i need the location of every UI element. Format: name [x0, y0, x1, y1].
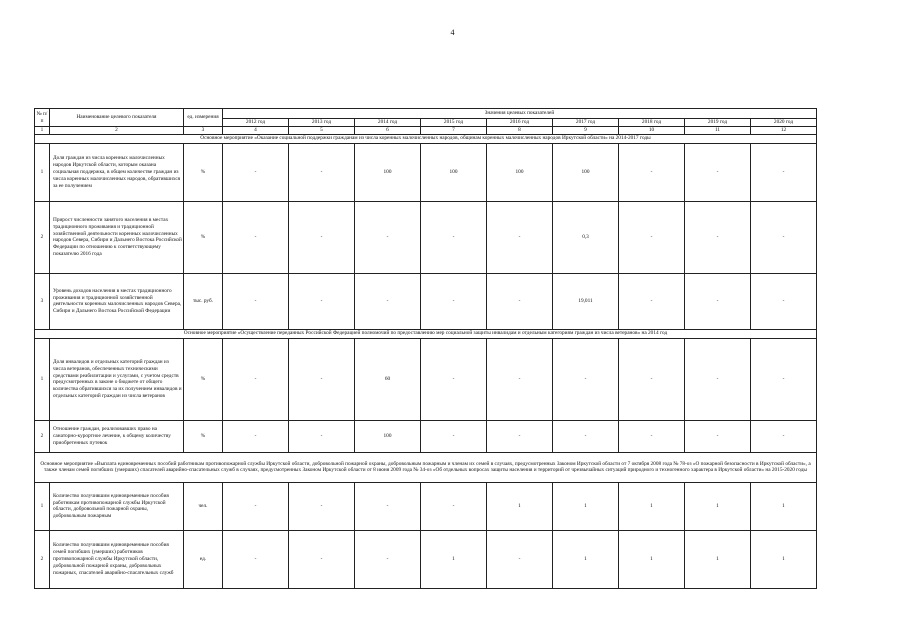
value-cell: 1 [751, 482, 817, 530]
table-row [35, 482, 817, 530]
section-title: Основное мероприятие «Выплата единовременных пособий работникам противопожарной службы Иркутской области, добровольной пожарной охраны, добровольным пожарным и членам их семей в случаях, предусмотренных Законом Иркутской области от 7 октября 2008 года № 78-оз «О пожарной безопасности в Иркутской области», а также членам семей погибших (умерших) спасателей аварийно-спасательных служб в случаях, предусмотренных Законом Иркутской области от 8 июня 2009 года № 34-оз «Об отдельных вопросах защиты населения и территорий от чрезвычайных ситуаций природного и техногенного характера в Иркутской области» на 2015-2020 годы [35, 452, 817, 482]
value-cell: 100 [355, 143, 421, 201]
value-cell: - [355, 201, 421, 273]
value-cell: - [223, 530, 289, 588]
value-cell: - [421, 338, 487, 420]
value-cell: 0,3 [553, 201, 619, 273]
value-cell: - [289, 420, 355, 452]
column-number: 5 [289, 127, 355, 135]
value-cell: - [619, 143, 685, 201]
value-cell: - [553, 338, 619, 420]
value-cell: 1 [685, 530, 751, 588]
value-cell: - [487, 201, 553, 273]
value-cell: 1 [685, 482, 751, 530]
table-row [35, 530, 817, 588]
value-cell: 1 [619, 482, 685, 530]
value-cell: - [685, 201, 751, 273]
unit: % [184, 338, 223, 420]
value-cell: - [685, 420, 751, 452]
header-year: 2015 год [421, 119, 487, 127]
value-cell: - [619, 420, 685, 452]
value-cell: - [223, 420, 289, 452]
row-number: 1 [35, 143, 50, 201]
value-cell: - [751, 338, 817, 420]
table-row [35, 338, 817, 420]
value-cell: - [421, 482, 487, 530]
header-no: № п/п [35, 109, 50, 127]
column-number: 9 [553, 127, 619, 135]
value-cell: 1 [553, 482, 619, 530]
value-cell: - [289, 201, 355, 273]
header-year: 2013 год [289, 119, 355, 127]
value-cell: - [487, 420, 553, 452]
value-cell: - [619, 273, 685, 329]
value-cell: - [487, 530, 553, 588]
value-cell: - [355, 273, 421, 329]
header-year: 2012 год [223, 119, 289, 127]
indicator-name: Уровень доходов населения в местах традиционного проживания и традиционной хозяйственной деятельности коренных малочисленных народов Севера, Сибири и Дальнего Востока Российской Федерации [50, 273, 184, 329]
row-number: 2 [35, 420, 50, 452]
indicator-name: Отношение граждан, реализовавших право на санаторно-курортное лечение, к общему количеству приобретенных путевок [50, 420, 184, 452]
value-cell: - [421, 273, 487, 329]
value-cell: 19,011 [553, 273, 619, 329]
column-number: 2 [50, 127, 184, 135]
unit: % [184, 201, 223, 273]
value-cell: 100 [487, 143, 553, 201]
indicators-table [34, 108, 817, 589]
value-cell: - [289, 338, 355, 420]
unit: ед. [184, 530, 223, 588]
value-cell: - [685, 143, 751, 201]
unit: чел. [184, 482, 223, 530]
table-row [35, 420, 817, 452]
row-number: 2 [35, 201, 50, 273]
header-values: Значения целевых показателей [223, 109, 817, 119]
value-cell: 100 [355, 420, 421, 452]
indicator-name: Количество получившим единовременные пособия работникам противопожарной службы Иркутской области, добровольной пожарной охраны, добровольным пожарным [50, 482, 184, 530]
value-cell: 100 [553, 143, 619, 201]
header-year: 2018 год [619, 119, 685, 127]
page-number: 4 [450, 28, 455, 37]
row-number: 2 [35, 530, 50, 588]
value-cell: - [289, 273, 355, 329]
value-cell: - [751, 420, 817, 452]
header-year: 2016 год [487, 119, 553, 127]
value-cell: 1 [553, 530, 619, 588]
row-number: 1 [35, 338, 50, 420]
value-cell: - [289, 530, 355, 588]
column-number: 7 [421, 127, 487, 135]
unit: % [184, 143, 223, 201]
row-number: 3 [35, 273, 50, 329]
section-title: Основное мероприятие «Оказание социальной поддержки гражданам из числа коренных малочисленных народов, общинам коренных малочисленных народов Иркутской области» на 2014-2017 годы [35, 134, 817, 143]
indicator-name: Доля инвалидов и отдельных категорий граждан из числа ветеранов, обеспеченных техническими средствами реабилитации и услугами, с учетом средств предусмотренных в законе о бюджете от общего количества обратившихся за их получением инвалидов и отдельных категорий граждан из числа ветеранов [50, 338, 184, 420]
column-number: 1 [35, 127, 50, 135]
header-name: Наименование целевого показателя [50, 109, 184, 127]
value-cell: - [619, 338, 685, 420]
value-cell: 1 [751, 530, 817, 588]
table-row [35, 201, 817, 273]
value-cell: 1 [421, 530, 487, 588]
header-year: 2020 год [751, 119, 817, 127]
value-cell: - [751, 201, 817, 273]
row-number: 1 [35, 482, 50, 530]
table-row [35, 143, 817, 201]
value-cell: - [751, 273, 817, 329]
value-cell: - [751, 143, 817, 201]
header-year: 2019 год [685, 119, 751, 127]
value-cell: - [685, 273, 751, 329]
header-year: 2017 год [553, 119, 619, 127]
value-cell: - [421, 201, 487, 273]
unit: тыс. руб. [184, 273, 223, 329]
unit: % [184, 420, 223, 452]
column-number: 8 [487, 127, 553, 135]
value-cell: 1 [487, 482, 553, 530]
value-cell: - [289, 482, 355, 530]
header-unit: ед. измерения [184, 109, 223, 127]
value-cell: - [553, 420, 619, 452]
value-cell: - [223, 482, 289, 530]
section-title: Основное мероприятие «Осуществление переданных Российской Федерацией полномочий по предоставлению мер социальной защиты инвалидам и отдельным категориям граждан из числа ветеранов» на 2014 год [35, 329, 817, 338]
value-cell: 100 [421, 143, 487, 201]
value-cell: - [223, 201, 289, 273]
value-cell: - [289, 143, 355, 201]
column-number: 12 [751, 127, 817, 135]
column-number: 6 [355, 127, 421, 135]
value-cell: 1 [619, 530, 685, 588]
indicator-name: Прирост численности занятого населения в местах традиционного проживания и традиционной хозяйственной деятельности коренных малочисленных народов Севера, Сибири и Дальнего Востока Российской Федерации по отношению к соответствующему показателю 2016 года [50, 201, 184, 273]
table-row [35, 273, 817, 329]
header-year: 2014 год [355, 119, 421, 127]
value-cell: - [223, 143, 289, 201]
value-cell: - [223, 273, 289, 329]
column-number: 11 [685, 127, 751, 135]
value-cell: - [619, 201, 685, 273]
indicator-name: Количество получившим единовременные пособия семей погибших (умерших) работников противопожарной службы Иркутской области, добровольной пожарной охраны, добровольных пожарных, спасателей аварийно-спасательных служб [50, 530, 184, 588]
indicator-name: Доля граждан из числа коренных малочисленных народов Иркутской области, которым оказана социальная поддержка, в общем количестве граждан из числа коренных малочисленных народов, обратившихся за ее получением [50, 143, 184, 201]
value-cell: - [355, 482, 421, 530]
value-cell: - [421, 420, 487, 452]
column-number: 4 [223, 127, 289, 135]
column-number: 10 [619, 127, 685, 135]
column-number: 3 [184, 127, 223, 135]
value-cell: - [685, 338, 751, 420]
value-cell: - [487, 338, 553, 420]
value-cell: - [487, 273, 553, 329]
value-cell: - [223, 338, 289, 420]
value-cell: 60 [355, 338, 421, 420]
value-cell: - [355, 530, 421, 588]
